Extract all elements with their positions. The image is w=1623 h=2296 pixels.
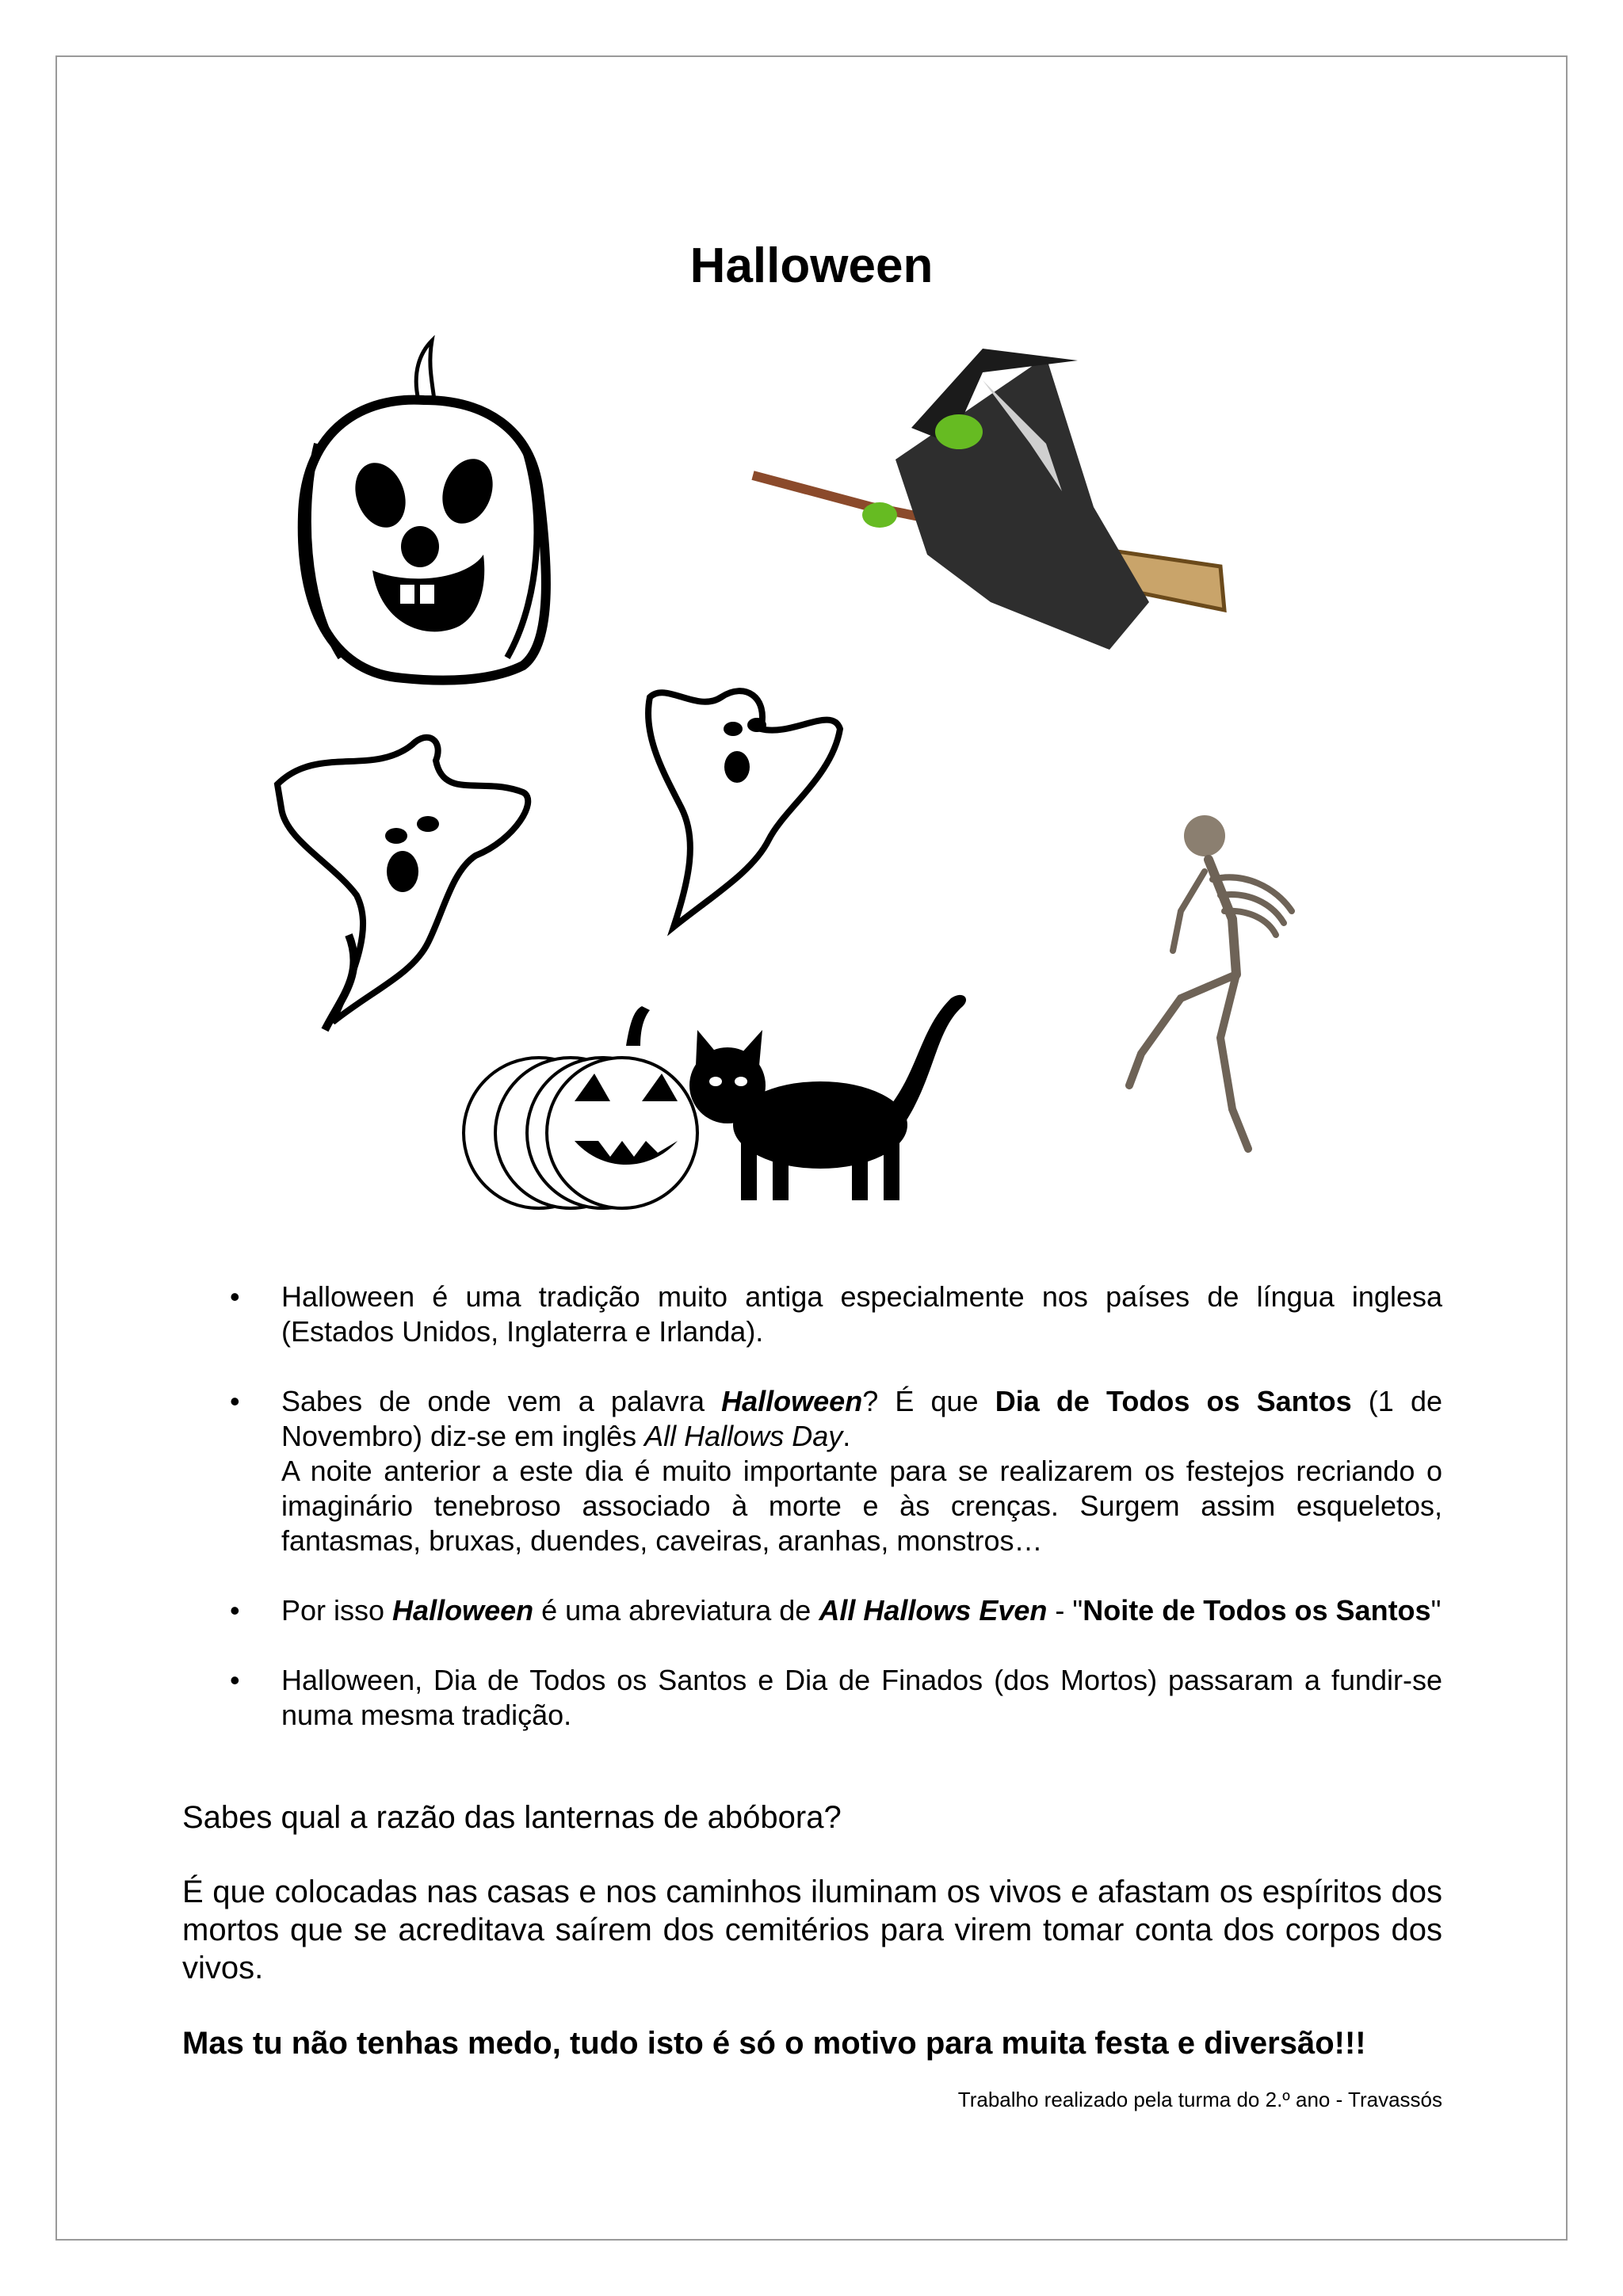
bullet-text: - ": [1047, 1594, 1083, 1627]
closing-sentence: Mas tu não tenhas medo, tudo isto é só o motivo para muita festa e diversão!!!: [182, 2026, 1366, 2061]
bullet-emphasis: Halloween: [392, 1594, 534, 1627]
bullet-text: Halloween, Dia de Todos os Santos e Dia de Finados (dos Mortos) passaram a fundir-se numa mesma tradição.: [281, 1664, 1442, 1731]
list-item: [182, 1663, 1442, 1733]
skeleton-icon: [1129, 815, 1292, 1149]
list-item: [182, 1384, 1442, 1558]
bullet-text: Sabes de onde vem a palavra: [281, 1385, 722, 1417]
ghost-icon: [648, 691, 840, 927]
bullet-text: é uma abreviatura de: [533, 1594, 819, 1627]
bullet-emphasis: All Hallows Even: [819, 1594, 1048, 1627]
page-title: Halloween: [689, 238, 934, 293]
witch-on-broom-icon: [753, 349, 1224, 650]
question-paragraph: Sabes qual a razão das lanternas de abóbora?: [182, 1800, 842, 1835]
pumpkins-and-cat-icon: [464, 995, 966, 1208]
list-item: [182, 1280, 1442, 1349]
answer-paragraph: É que colocadas nas casas e nos caminhos iluminam os vivos e afastam os espíritos dos mortos que se acreditava saírem dos cemitérios para virem tomar conta dos corpos dos vivos.: [182, 1875, 1442, 1985]
bullet-emphasis: Dia de Todos os Santos: [995, 1385, 1352, 1417]
list-item: [182, 1593, 1442, 1628]
bullet-text: (1 de Novembro) diz-se em inglês: [281, 1385, 1442, 1452]
bullet-emphasis: Halloween: [721, 1385, 863, 1417]
bullet-text: Por isso: [281, 1594, 393, 1627]
bullet-text: Halloween é uma tradição muito antiga especialmente nos países de língua inglesa (Estados Unidos, Inglaterra e Irlanda).: [281, 1280, 1442, 1348]
bullet-list: [182, 1280, 1442, 1768]
bullet-emphasis: All Hallows Day: [644, 1420, 843, 1452]
bullet-text: .: [842, 1420, 851, 1452]
credit-line: Trabalho realizado pela turma do 2.º ano - Travassós: [957, 2088, 1442, 2111]
bullet-text: A noite anterior a este dia é muito importante para se realizarem os festejos recriando o imaginário tenebroso associado à morte e às crenças. Surgem assim esqueletos, fantasmas, bruxas, duendes, caveiras, aranhas, monstros…: [281, 1455, 1442, 1557]
ghost-icon: [277, 738, 528, 1030]
bullet-text: ? É que: [862, 1385, 995, 1417]
bullet-emphasis: Noite de Todos os Santos: [1083, 1594, 1431, 1627]
bullet-text: ": [1430, 1594, 1442, 1627]
jack-o-lantern-icon: [303, 341, 546, 681]
